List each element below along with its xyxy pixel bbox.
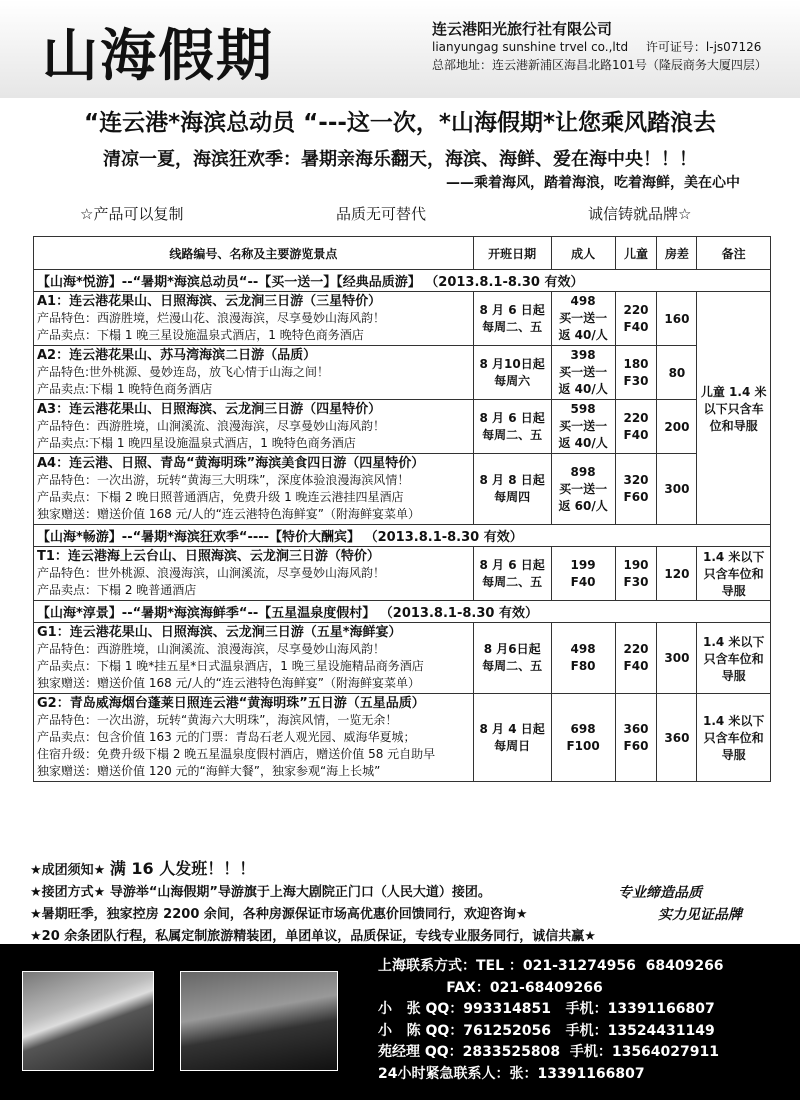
- column-header: 备注: [697, 237, 771, 270]
- contact-line: 24小时紧急联系人：张：13391166807: [378, 1065, 645, 1082]
- route-detail: 产品卖点：包含价值 163 元的门票：青岛石老人观光园、威海华夏城；: [37, 730, 416, 744]
- start-date: 每周二、五: [482, 427, 543, 442]
- start-date: 8 月 6 日起: [479, 557, 545, 572]
- column-header: 线路编号、名称及主要游览景点: [34, 237, 474, 270]
- column-header: 房差: [657, 237, 697, 270]
- company-address: 总部地址：连云港新浦区海昌北路101号（隆辰商务大厦四层）: [432, 58, 767, 72]
- route-cell: [34, 292, 474, 346]
- slogan-copy: ☆产品可以复制: [80, 205, 184, 223]
- headline: “连云港*海滨总动员 “---这一次，*山海假期*让您乘风踏浪去: [84, 110, 716, 136]
- route-detail: 产品卖点：下榻 2 晚普通酒店: [37, 583, 197, 597]
- child-price: 360: [623, 721, 649, 736]
- start-date-cell: [473, 547, 551, 601]
- start-date: 每周四: [494, 490, 531, 504]
- route-detail: 产品卖点：下榻 1 晚三星设施温泉式酒店，1 晚特色商务酒店: [37, 328, 364, 342]
- start-date-cell: [473, 454, 551, 525]
- start-date: 每周二、五: [482, 659, 543, 673]
- route-detail: 独家赠送：赠送价值 120 元的“海鲜大餐”，独家参观“海上长城”: [37, 764, 381, 778]
- child-price-cell: [615, 547, 657, 601]
- footer-slogan: [618, 882, 742, 926]
- start-date: 8 月 6 日起: [479, 410, 545, 425]
- adult-price: F80: [570, 659, 596, 673]
- contact-line: 小 张 QQ：993314851 手机：13391166807: [378, 1001, 715, 1017]
- footer-notes: [30, 858, 596, 948]
- child-price: F40: [623, 659, 649, 673]
- route-detail: 产品卖点：下榻 2 晚日照普通酒店，免费升级 1 晚连云港挂四星酒店: [37, 490, 404, 504]
- start-date-cell: [473, 623, 551, 694]
- child-price: F60: [623, 738, 649, 753]
- child-price: 220: [623, 302, 649, 317]
- adult-price: 498: [570, 294, 596, 308]
- route-title: A2：连云港花果山、苏马湾海滨二日游（品质）: [37, 348, 317, 363]
- route-cell: [34, 346, 474, 400]
- slogan-quality: 品质无可替代: [336, 205, 427, 223]
- start-date: 8 月6日起: [483, 642, 541, 656]
- route-detail: 产品特色：世外桃源、浪漫海滨，山涧溪流，尽享曼妙山海风韵！: [37, 566, 386, 580]
- company-name: 连云港阳光旅行社有限公司: [432, 20, 613, 38]
- child-price: 220: [623, 642, 649, 656]
- remark-cell: 儿童 1.4 米以下只含车位和导服: [697, 292, 771, 525]
- room-diff: 200: [657, 400, 697, 454]
- section-title: 【山海*畅游】--“暑期*海滨狂欢季“----【特价大酬宾】 （2013.8.1-8.30 有效）: [34, 525, 771, 547]
- room-diff: 120: [657, 547, 697, 601]
- route-detail: 产品特色:世外桃源、曼妙连岛，放飞心情于山海之间！: [37, 365, 330, 379]
- route-title: A3：连云港花果山、日照海滨、云龙涧三日游（四星特价）: [37, 402, 382, 417]
- adult-price: F100: [566, 738, 600, 753]
- brand-logo: 山海假期: [42, 23, 274, 89]
- start-date: 8 月 4 日起: [479, 721, 545, 736]
- start-date-cell: [473, 292, 551, 346]
- start-date: 8 月10日起: [479, 356, 545, 371]
- adult-price: F40: [570, 574, 596, 589]
- route-cell: [34, 694, 474, 782]
- route-cell: [34, 623, 474, 694]
- child-price: 180: [623, 356, 649, 371]
- child-price: 220: [623, 410, 649, 425]
- mountain-photo: [180, 971, 338, 1071]
- child-price: F30: [623, 373, 649, 388]
- route-detail: 产品特色：一次出游，玩转“黄海六大明珠”，海滨风情，一览无余！: [37, 713, 398, 727]
- route-detail: 产品特色：西游胜境，山涧溪流、浪漫海滨，尽享曼妙山海风韵！: [37, 419, 386, 433]
- adult-price: 598: [570, 402, 596, 416]
- table-row: [34, 623, 771, 694]
- adult-price: 返 60/人: [558, 498, 608, 513]
- room-diff: 80: [657, 346, 697, 400]
- start-date: 每周二、五: [482, 574, 543, 589]
- route-title: G1：连云港花果山、日照海滨、云龙涧三日游（五星*海鲜宴）: [37, 625, 402, 640]
- route-cell: [34, 454, 474, 525]
- route-detail: 产品卖点：下榻 1 晚*挂五星*日式温泉酒店，1 晚三星设施精品商务酒店: [37, 659, 424, 673]
- adult-price-cell: [551, 346, 615, 400]
- contact-line: 小 陈 QQ：761252056 手机：13524431149: [378, 1022, 715, 1039]
- pickup-info: ★接团方式★ 导游举“山海假期”导游旗于上海大剧院正门口（人民大道）接团。: [30, 885, 491, 900]
- route-cell: [34, 547, 474, 601]
- child-price: F30: [623, 574, 649, 589]
- adult-price: 898: [570, 464, 596, 479]
- route-detail: 独家赠送：赠送价值 168 元/人的“连云港特色海鲜宴”（附海鲜宴菜单）: [37, 676, 421, 690]
- adult-price: 返 40/人: [558, 328, 608, 342]
- route-detail: 产品特色：西游胜境，山涧溪流、浪漫海滨，尽享曼妙山海风韵！: [37, 642, 386, 656]
- start-date: 8 月 6 日起: [479, 302, 545, 317]
- start-date: 每周日: [494, 738, 531, 753]
- route-title: A1：连云港花果山、日照海滨、云龙涧三日游（三星特价）: [37, 294, 382, 309]
- adult-price-cell: [551, 623, 615, 694]
- child-price-cell: [615, 454, 657, 525]
- subheadline: 清凉一夏，海滨狂欢季：暑期亲海乐翻天，海滨、海鲜、爱在海中央！！！: [103, 149, 697, 170]
- header: [0, 0, 800, 98]
- adult-price: 买一送一: [559, 311, 608, 325]
- room-diff: 300: [657, 454, 697, 525]
- company-line: [432, 38, 775, 55]
- column-header: 儿童: [615, 237, 657, 270]
- route-detail: 产品卖点:下榻 1 晚特色商务酒店: [37, 382, 213, 396]
- adult-price: 199: [570, 557, 596, 572]
- section-row: [34, 601, 771, 623]
- start-date-cell: [473, 346, 551, 400]
- route-detail: 产品特色：一次出游，玩转“黄海三大明珠”，深度体验浪漫海滨风情！: [37, 473, 410, 487]
- section-title: 【山海*悦游】--“暑期*海滨总动员“--【买一送一】【经典品质游】 （2013.8.1-8.30 有效）: [34, 270, 771, 292]
- adult-price: 398: [570, 348, 596, 362]
- start-date: 每周六: [494, 373, 531, 388]
- contact-line: 苑经理 QQ：2833525808 手机：13564027911: [378, 1044, 719, 1060]
- footer-slogan-1: 专业缔造品质: [618, 885, 702, 901]
- min-group-text: 满 16 人发班！！！: [109, 859, 256, 878]
- contact-line: 上海联系方式：TEL ：021-31274956 68409266: [378, 958, 724, 974]
- contact-list: [378, 956, 724, 1085]
- route-detail: 住宿升级：免费升级下榻 2 晚五星温泉度假村酒店，赠送价值 58 元自助早: [37, 747, 436, 761]
- adult-price: 买一送一: [559, 481, 608, 496]
- adult-price: 698: [570, 721, 596, 736]
- beach-photo: [22, 971, 154, 1071]
- section-row: [34, 270, 771, 292]
- remark-cell: 1.4 米以下只含车位和导服: [697, 623, 771, 694]
- table-header-row: [34, 237, 771, 270]
- adult-price: 返 40/人: [558, 382, 608, 396]
- company-english: lianyungag sunshine trvel co.,ltd: [432, 40, 629, 54]
- contact-line: FAX：021-68409266: [378, 979, 603, 996]
- child-price: F40: [623, 319, 649, 334]
- table-row: [34, 292, 771, 346]
- route-title: T1：连云港海上云台山、日照海滨、云龙涧三日游（特价）: [37, 549, 380, 564]
- child-price: F40: [623, 427, 649, 442]
- section-title: 【山海*淳景】--“暑期*海滨海鲜季“--【五星温泉度假村】 （2013.8.1-8.30 有效）: [34, 601, 771, 623]
- group-tours-info: ★20 余条团队行程，私属定制旅游精装团，单团单议，品质保证，专线专业服务同行，诚信共赢★: [30, 929, 596, 944]
- route-detail: 独家赠送：赠送价值 168 元/人的“连云港特色海鲜宴”（附海鲜宴菜单）: [37, 507, 421, 521]
- adult-price: 返 40/人: [558, 436, 608, 450]
- adult-price-cell: [551, 694, 615, 782]
- section-row: [34, 525, 771, 547]
- adult-price-cell: [551, 454, 615, 525]
- column-header: 开班日期: [473, 237, 551, 270]
- child-price: F60: [623, 490, 649, 504]
- adult-price-cell: [551, 292, 615, 346]
- child-price-cell: [615, 346, 657, 400]
- start-date: 每周二、五: [482, 319, 543, 334]
- room-diff: 360: [657, 694, 697, 782]
- license-number: 许可证号：l-js07126: [645, 40, 762, 54]
- table-row: [34, 454, 771, 525]
- child-price: 320: [623, 473, 649, 487]
- route-title: G2：青岛威海烟台蓬莱日照连云港“黄海明珠”五日游（五星品质）: [37, 696, 425, 711]
- room-diff: 160: [657, 292, 697, 346]
- child-price-cell: [615, 694, 657, 782]
- table-row: [34, 346, 771, 400]
- tagline: ——乘着海风，踏着海浪，吃着海鲜，美在心中: [446, 175, 740, 191]
- peak-season-info: ★暑期旺季，独家控房 2200 余间，各种房源保证市场高优惠价回馈同行，欢迎咨询★: [30, 907, 528, 922]
- child-price-cell: [615, 400, 657, 454]
- start-date-cell: [473, 694, 551, 782]
- table-row: [34, 400, 771, 454]
- child-price-cell: [615, 623, 657, 694]
- slogans: [0, 200, 800, 224]
- route-detail: 产品特色：西游胜境，烂漫山花、浪漫海滨，尽享曼妙山海风韵！: [37, 311, 386, 325]
- adult-price: 498: [570, 642, 596, 656]
- table-row: [34, 694, 771, 782]
- start-date-cell: [473, 400, 551, 454]
- slogan-trust: 诚信铸就品牌☆: [588, 205, 692, 223]
- adult-price: 买一送一: [559, 365, 608, 379]
- route-cell: [34, 400, 474, 454]
- remark-cell: 1.4 米以下只含车位和导服: [697, 694, 771, 782]
- remark-cell: 1.4 米以下只含车位和导服: [697, 547, 771, 601]
- room-diff: 300: [657, 623, 697, 694]
- start-date: 8 月 8 日起: [479, 473, 545, 487]
- route-detail: 产品卖点:下榻 1 晚四星设施温泉式酒店，1 晚特色商务酒店: [37, 436, 356, 450]
- min-group-label: ★成团须知★: [30, 863, 106, 878]
- route-title: A4：连云港、日照、青岛“黄海明珠”海滨美食四日游（四星特价）: [37, 456, 425, 471]
- itinerary-table: [33, 236, 771, 782]
- adult-price-cell: [551, 400, 615, 454]
- table-row: [34, 547, 771, 601]
- child-price: 190: [623, 557, 649, 572]
- footer-slogan-2: 实力见证品牌: [658, 907, 742, 923]
- adult-price-cell: [551, 547, 615, 601]
- adult-price: 买一送一: [559, 419, 608, 433]
- child-price-cell: [615, 292, 657, 346]
- column-header: 成人: [551, 237, 615, 270]
